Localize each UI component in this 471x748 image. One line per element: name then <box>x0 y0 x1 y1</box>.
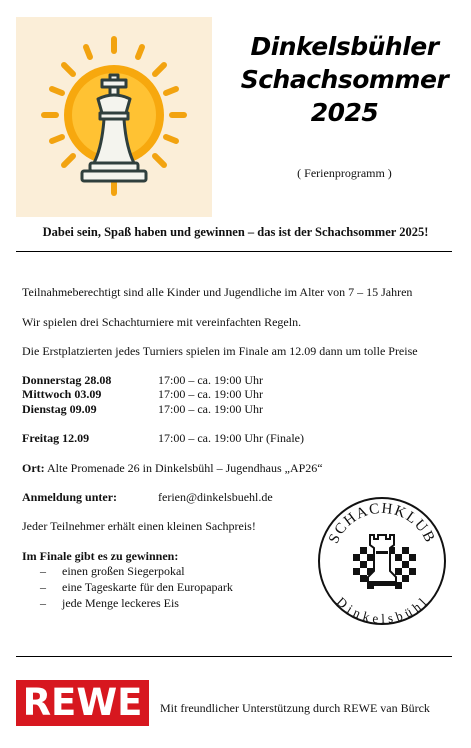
title-line-1: Dinkelsbühler <box>250 32 439 61</box>
schedule-time-2: 17:00 – ca. 19:00 Uhr <box>158 387 263 401</box>
badge-top-text: SCHACHKLUB <box>325 500 439 547</box>
schedule-time-1: 17:00 – ca. 19:00 Uhr <box>158 373 263 387</box>
prize-item <box>40 596 179 611</box>
page-title <box>232 30 457 129</box>
eligibility-text: Teilnahmeberechtigt sind alle Kinder und Jugendliche im Alter von 7 – 15 Jahren <box>22 285 413 299</box>
registration-email[interactable]: ferien@dinkelsbuehl.de <box>158 490 273 504</box>
location-label: Ort: <box>22 461 45 475</box>
final-info-text: Die Erstplatzierten jedes Turniers spielen im Finale am 12.09 dann um tolle Preise <box>22 344 418 358</box>
chess-club-logo <box>316 495 448 627</box>
rewe-logo-text: REWE <box>22 681 143 724</box>
title-line-2: Schachsommer <box>240 65 449 94</box>
schedule-day-2: Mittwoch 03.09 <box>22 387 102 401</box>
location <box>22 461 323 476</box>
schedule-day-3: Dienstag 09.09 <box>22 402 97 416</box>
final-time: 17:00 – ca. 19:00 Uhr (Finale) <box>158 431 304 445</box>
final-day: Freitag 12.09 <box>22 431 90 445</box>
bullet-dash: – <box>40 580 46 594</box>
schedule-time-3: 17:00 – ca. 19:00 Uhr <box>158 402 263 416</box>
prizes-heading: Im Finale gibt es zu gewinnen: <box>22 549 179 563</box>
schedule-day-1: Donnerstag 28.08 <box>22 373 112 387</box>
subtitle: ( Ferienprogramm ) <box>297 166 392 180</box>
hero-illustration <box>16 17 212 217</box>
sponsor-text: Mit freundlicher Unterstützung durch REWE van Bürck <box>160 701 430 715</box>
bullet-dash: – <box>40 564 46 578</box>
badge-bottom-text: Dinkelsbühl <box>333 593 431 627</box>
gift-note: Jeder Teilnehmer erhält einen kleinen Sachpreis! <box>22 519 256 533</box>
chess-king-glow-icon <box>16 17 212 217</box>
rules-text: Wir spielen drei Schachturniere mit vereinfachten Regeln. <box>22 315 302 329</box>
prize-item <box>40 564 185 579</box>
bullet-dash: – <box>40 596 46 610</box>
prize-item-label: eine Tageskarte für den Europapark <box>62 580 233 594</box>
registration-label: Anmeldung unter: <box>22 490 118 504</box>
prize-item <box>40 580 233 595</box>
title-line-3: 2025 <box>310 98 379 127</box>
divider-top <box>16 251 452 252</box>
prize-item-label: einen großen Siegerpokal <box>62 564 185 578</box>
club-badge <box>316 495 448 627</box>
divider-bottom <box>16 656 452 657</box>
location-value: Alte Promenade 26 in Dinkelsbühl – Jugendhaus „AP26“ <box>47 461 323 475</box>
rewe-logo <box>16 680 149 726</box>
tagline: Dabei sein, Spaß haben und gewinnen – das ist der Schachsommer 2025! <box>42 225 429 239</box>
prize-item-label: jede Menge leckeres Eis <box>62 596 179 610</box>
